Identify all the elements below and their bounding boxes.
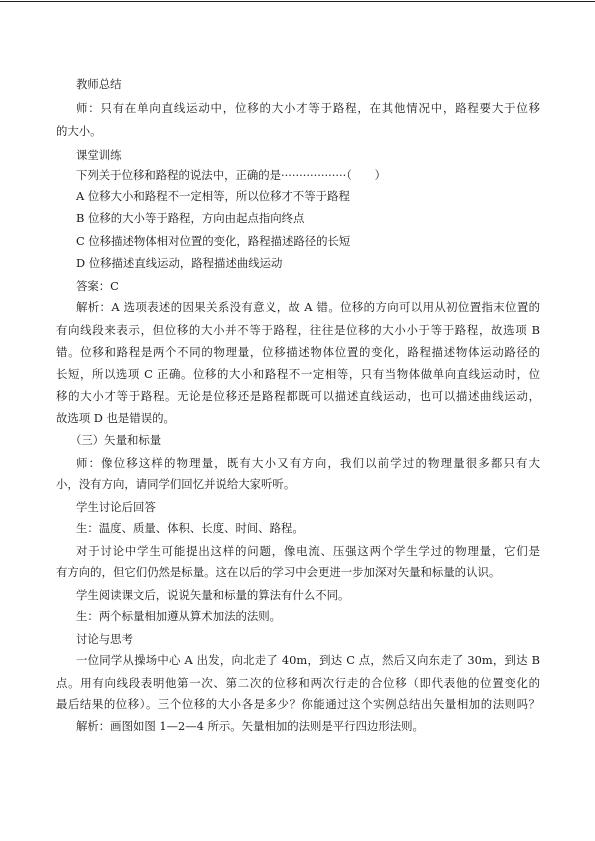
paragraph-line-2: 有方向的，但它们仍然是标量。这在以后的学习中会更进一步加深对矢量和标量的认识。 [56, 565, 501, 579]
student-read: 学生阅读课文后，说说矢量和标量的算法有什么不同。 [76, 588, 350, 602]
teacher-vector-line-2: 小，没有方向，请同学们回忆并说给大家听听。 [56, 477, 296, 491]
option-a: A 位移大小和路程不一定相等，所以位移才不等于路程 [76, 189, 350, 203]
final-analysis: 解析：画图如图 1—2—4 所示。矢量相加的法则是平行四边形法则。 [76, 719, 424, 733]
question-stem: 下列关于位移和路程的说法中，正确的是··················（ ） [76, 168, 387, 182]
student-answer: 生：温度、质量、体积、长度、时间、路程。 [76, 521, 304, 535]
section-heading: （三）矢量和标量 [70, 433, 162, 447]
analysis-line-6: 故选项 D 也是错误的。 [56, 411, 175, 425]
teacher-line-1: 师：只有在单向直线运动中，位移的大小才等于路程，在其他情况中，路程要大于位移 [76, 101, 540, 115]
student-reply: 生：两个标量相加遵从算术加法的法则。 [76, 609, 282, 623]
discuss-heading: 讨论与思考 [76, 632, 133, 646]
analysis-line-2: 有向线段来表示，但位移的大小并不等于路程，往往是位移的大小小于等于路程，故选项 B [56, 323, 540, 337]
analysis-line-4: 长短，所以选项 C 正确。位移的大小和路程不一定相等，只有当物体做单向直线运动时，位 [56, 367, 540, 381]
paragraph-line-1: 对于讨论中学生可能提出这样的问题，像电流、压强这两个学生学过的物理量，它们是 [76, 544, 540, 558]
student-discussion: 学生讨论后回答 [76, 500, 156, 514]
problem-line-1: 一位同学从操场中心 A 出发，向北走了 40m，到达 C 点，然后又向东走了 30m，到达 B [76, 653, 540, 667]
analysis-line-1: 解析：A 选项表述的因果关系没有意义，故 A 错。位移的方向可以用从初位置指末位置的 [76, 300, 540, 314]
class-training-heading: 课堂训练 [76, 148, 122, 162]
teacher-vector-line-1: 师：像位移这样的物理量，既有大小又有方向，我们以前学过的物理量很多都只有大 [76, 456, 540, 470]
problem-line-2: 点。用有向线段表明他第一次、第二次的位移和两次行走的合位移（即代表他的位置变化的 [56, 676, 540, 690]
problem-line-3: 最后结果的位移）。三个位移的大小各是多少？你能通过这个实例总结出矢量相加的法则吗？ [56, 697, 540, 711]
header-rule [0, 1, 595, 2]
option-b: B 位移的大小等于路程，方向由起点指向终点 [76, 211, 305, 225]
option-c: C 位移描述物体相对位置的变化，路程描述路径的长短 [76, 234, 351, 248]
analysis-line-3: 错。位移和路程是两个不同的物理量，位移描述物体位置的变化，路程描述物体运动路径的 [56, 345, 540, 359]
teacher-line-2: 的大小。 [56, 124, 102, 138]
option-d: D 位移描述直线运动，路程描述曲线运动 [76, 256, 283, 270]
analysis-line-5: 移的大小才等于路程。无论是位移还是路程都既可以描述直线运动，也可以描述曲线运动， [56, 389, 540, 403]
teacher-summary-heading: 教师总结 [76, 77, 122, 91]
answer: 答案：C [76, 279, 119, 293]
